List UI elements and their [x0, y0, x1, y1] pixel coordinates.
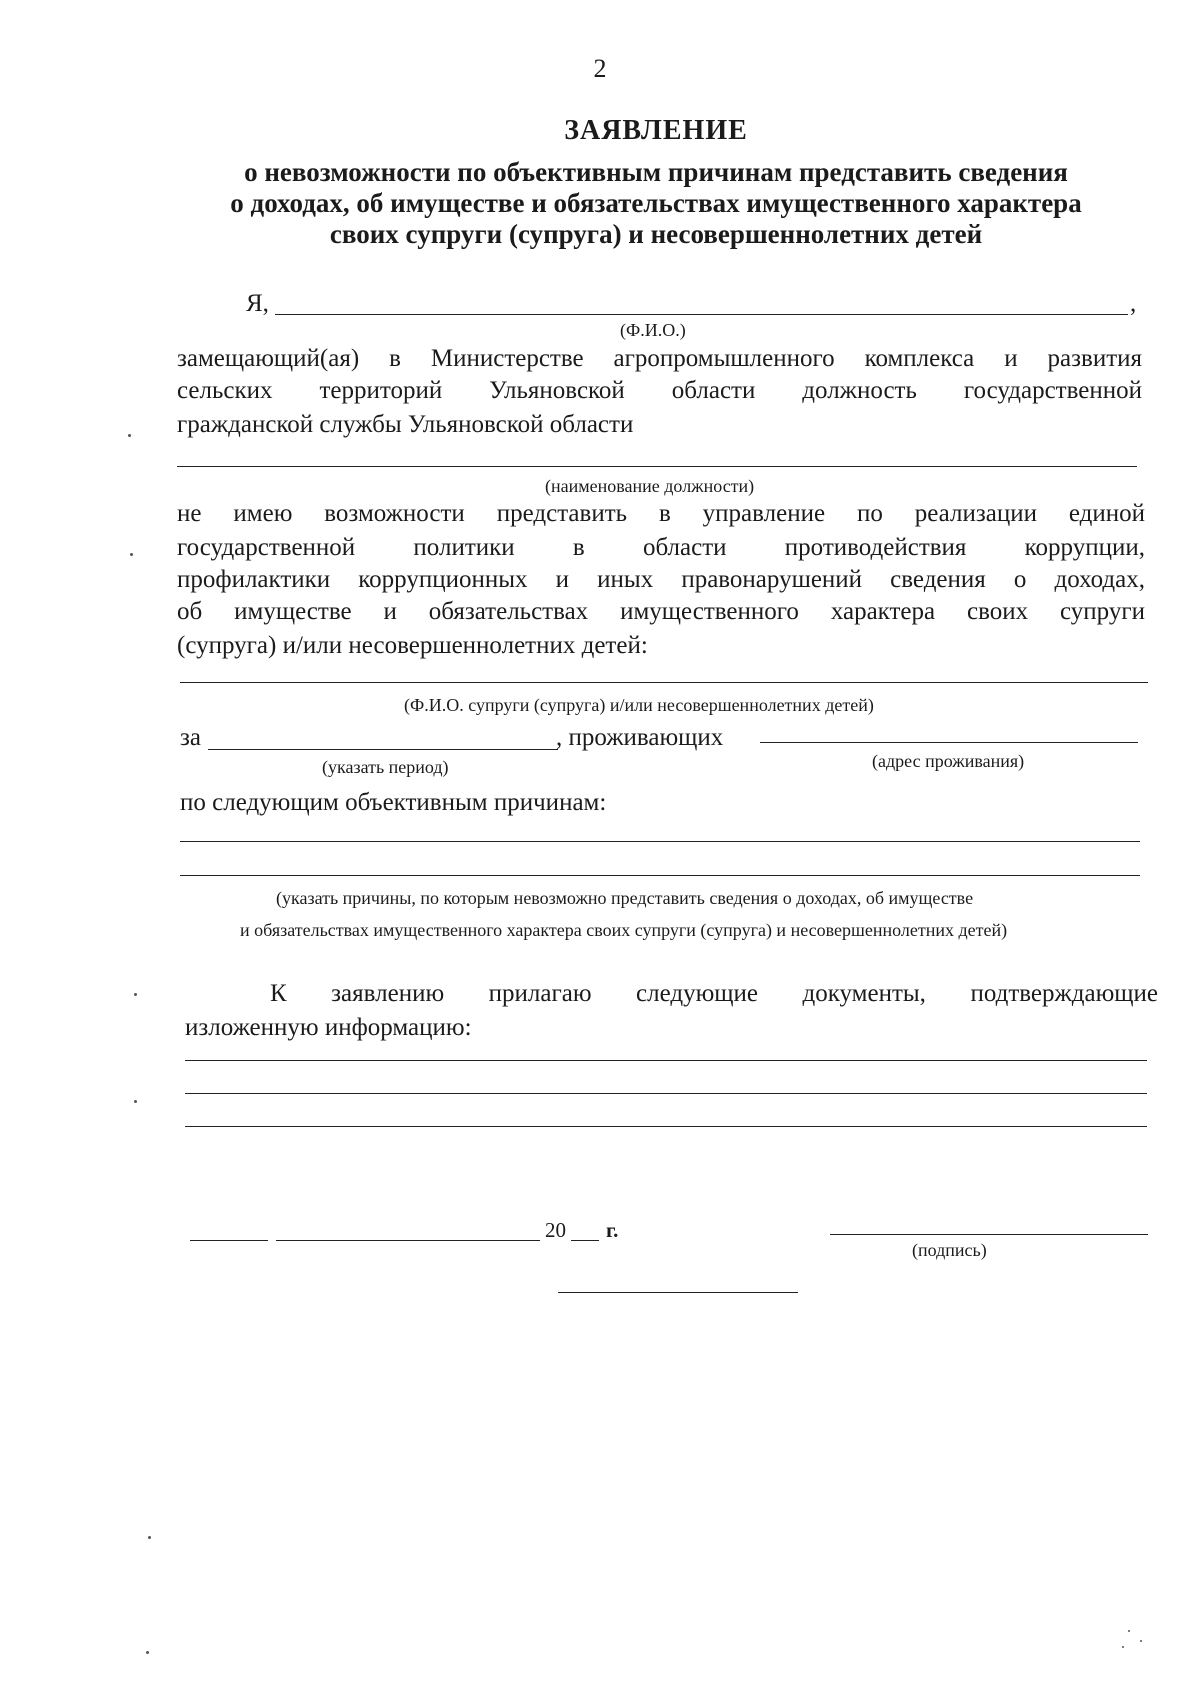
date-month-field[interactable]	[276, 1240, 540, 1241]
position-line-1: замещающий(ая) в Министерстве агропромышленного комплекса и развития	[177, 345, 1142, 372]
scan-speck	[134, 993, 137, 996]
scan-speck	[1128, 1630, 1130, 1632]
subtitle-line-1: о невозможности по объективным причинам представить сведения	[244, 157, 1068, 187]
address-caption: (адрес проживания)	[872, 751, 1025, 771]
statement-line-4: об имуществе и обязательствах имущественного характера своих супруги	[177, 598, 1145, 625]
year-prefix: 20	[545, 1218, 566, 1242]
period-caption: (указать период)	[322, 757, 449, 777]
reasons-label: по следующим объективным причинам:	[180, 789, 607, 816]
reasons-field-1[interactable]	[180, 841, 1140, 842]
position-field[interactable]	[177, 466, 1137, 467]
position-line-2: сельских территорий Ульяновской области должность государственной	[177, 377, 1142, 404]
position-caption: (наименование должности)	[545, 476, 755, 496]
year-suffix: г.	[606, 1218, 619, 1242]
statement-line-1: не имею возможности представить в управление по реализации единой	[177, 500, 1145, 527]
attach-line-1: К заявлению прилагаю следующие документы, подтверждающие	[270, 980, 1158, 1007]
address-field[interactable]	[760, 742, 1138, 743]
signature-caption: (подпись)	[912, 1240, 987, 1260]
scan-speck	[148, 1536, 151, 1539]
date-day-field[interactable]	[190, 1240, 268, 1241]
scan-speck	[1122, 1646, 1124, 1648]
period-field[interactable]	[208, 749, 558, 750]
name-trailing-comma: ,	[1130, 290, 1137, 317]
i-label: Я,	[246, 290, 269, 317]
subtitle-line-3: своих супруги (супруга) и несовершеннолетних детей	[329, 219, 983, 249]
period-prefix: за	[180, 724, 201, 751]
spouse-caption: (Ф.И.О. супруги (супруга) и/или несовершеннолетних детей)	[404, 695, 874, 715]
spouse-name-field[interactable]	[180, 682, 1148, 683]
statement-line-2: государственной политики в области противодействия коррупции,	[177, 534, 1145, 561]
reasons-field-2[interactable]	[180, 875, 1140, 876]
reasons-caption-line-1: (указать причины, по которым невозможно представить сведения о доходах, об имуществе	[276, 888, 974, 908]
living-label: , проживающих	[556, 724, 724, 751]
attachments-field-1[interactable]	[185, 1060, 1147, 1061]
attachments-field-2[interactable]	[185, 1093, 1147, 1094]
year-field[interactable]	[571, 1240, 599, 1241]
scan-speck	[130, 553, 133, 556]
fio-caption: (Ф.И.О.)	[620, 320, 686, 340]
subtitle-line-2: о доходах, об имуществе и обязательствах имущественного характера	[230, 188, 1082, 218]
document-title: ЗАЯВЛЕНИЕ	[564, 115, 748, 146]
name-field[interactable]	[275, 314, 1128, 315]
scan-speck	[146, 1651, 149, 1654]
scan-speck	[128, 434, 131, 437]
reasons-caption-line-2: и обязательствах имущественного характера своих супруги (супруга) и несовершеннолетних детей)	[240, 920, 1008, 940]
position-line-3: гражданской службы Ульяновской области	[177, 411, 634, 438]
signature-field[interactable]	[830, 1234, 1148, 1235]
scan-speck	[1140, 1640, 1142, 1642]
attachments-field-3[interactable]	[185, 1126, 1147, 1127]
statement-line-5: (супруга) и/или несовершеннолетних детей:	[177, 632, 648, 659]
attach-line-2: изложенную информацию:	[185, 1014, 472, 1041]
scan-speck	[134, 1100, 137, 1103]
signature-name-field[interactable]	[558, 1292, 798, 1293]
statement-line-3: профилактики коррупционных и иных правонарушений сведения о доходах,	[177, 566, 1145, 593]
page-number: 2	[593, 54, 607, 83]
